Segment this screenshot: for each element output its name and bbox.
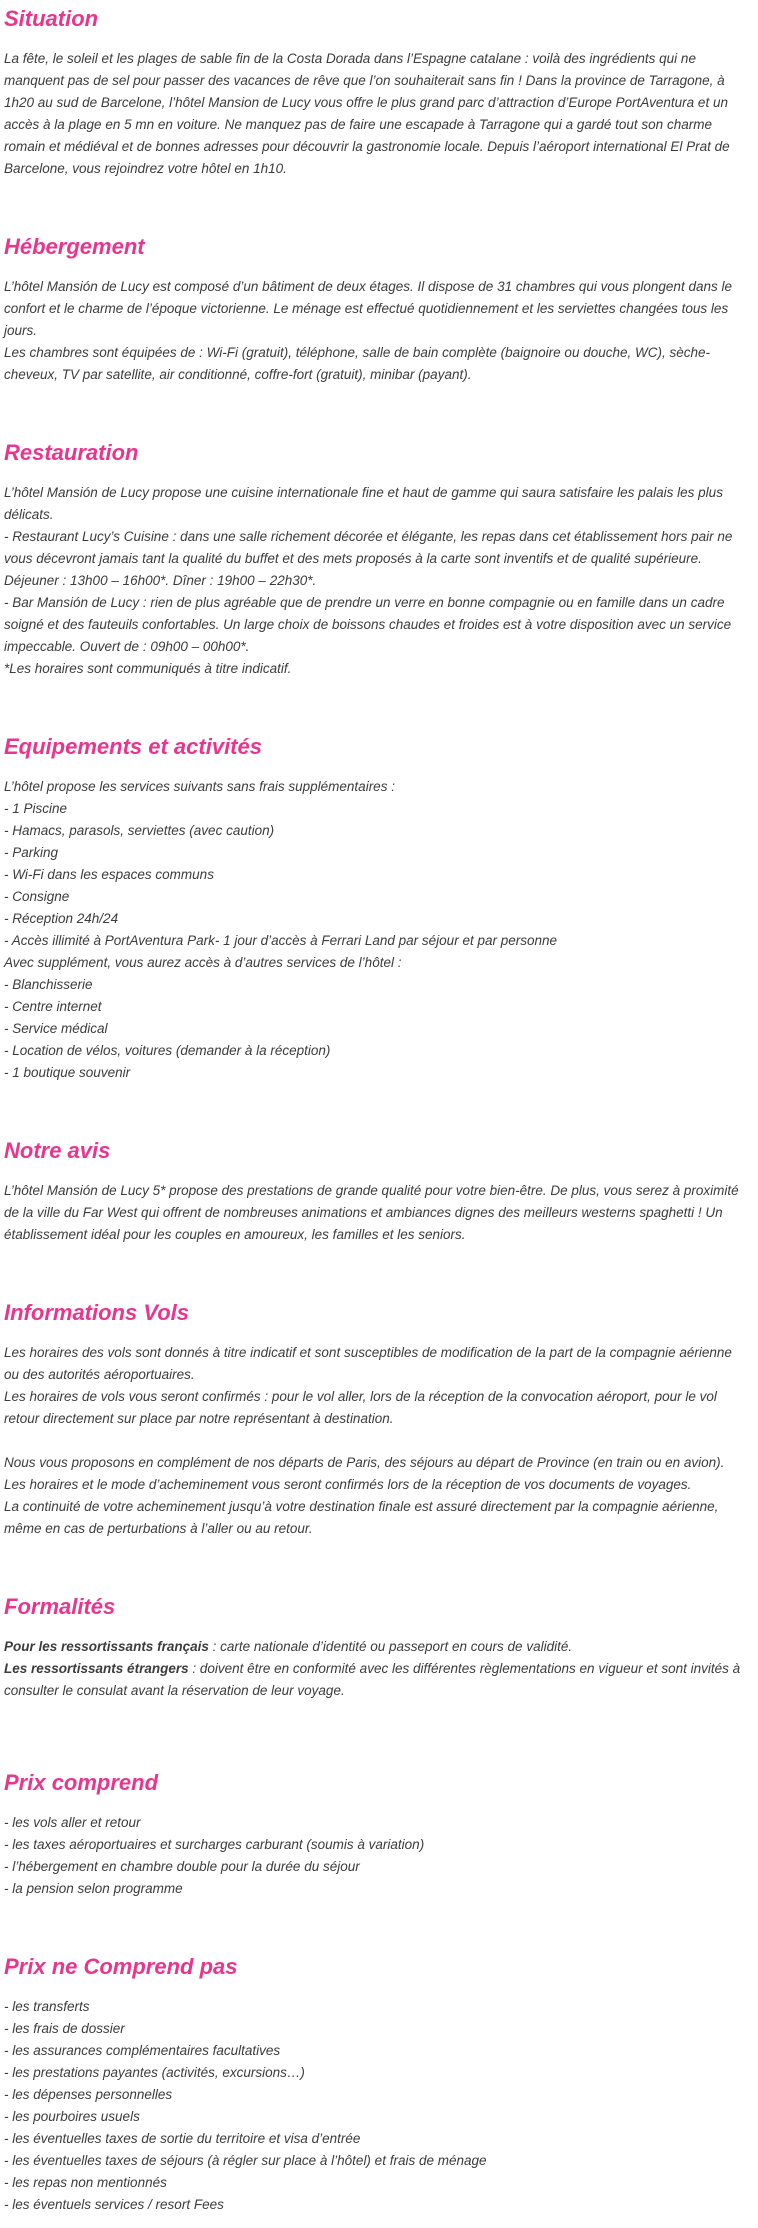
section-restauration [4, 440, 742, 680]
list-item: - les prestations payantes (activités, excursions…) [4, 2065, 305, 2080]
list-item: - la pension selon programme [4, 1881, 183, 1896]
list-item: - les frais de dossier [4, 2021, 125, 2036]
paragraph-text: : carte nationale d’identité ou passeport en cours de validité. [208, 1639, 573, 1654]
paragraph: Nous vous proposons en complément de nos départs de Paris, des séjours au départ de Province (en train ou en avion). Les horaires et le mode d’acheminement vous seront confirmés lors de la réception de vos documents de voyages. [4, 1455, 725, 1492]
list-item: - Réception 24h/24 [4, 911, 119, 926]
paragraph: Avec supplément, vous aurez accès à d’autres services de l’hôtel : [4, 955, 402, 970]
list-item: - les éventuelles taxes de séjours (à régler sur place à l’hôtel) et frais de ménage [4, 2153, 487, 2168]
paragraph: Les horaires de vols vous seront confirmés : pour le vol aller, lors de la réception de la convocation aéroport, pour le vol retour directement sur place par notre représentant à destination. [4, 1389, 717, 1426]
paragraph: Les horaires des vols sont donnés à titre indicatif et sont susceptibles de modification de la part de la compagnie aérienne ou des autorités aéroportuaires. [4, 1345, 732, 1382]
section-prix-ne-comprend-pas [4, 1954, 742, 2216]
list-item: - les dépenses personnelles [4, 2087, 173, 2102]
list-item: - 1 boutique souvenir [4, 1065, 131, 1080]
list-item: - Consigne [4, 889, 70, 904]
list-item: - les repas non mentionnés [4, 2175, 167, 2190]
list-item: - l’hébergement en chambre double pour la durée du séjour [4, 1859, 360, 1874]
list-item: - les transferts [4, 1999, 90, 2014]
section-heading: Hébergement [4, 234, 145, 259]
paragraph: L’hôtel Mansión de Lucy est composé d’un bâtiment de deux étages. Il dispose de 31 chambres qui vous plongent dans le confort et le charme de l’époque victorienne. Le ménage est effectué quotidiennement et les serviettes changées tous les jours. [4, 279, 732, 338]
bold-label: Les ressortissants étrangers [4, 1661, 189, 1676]
section-formalites [4, 1594, 742, 1702]
list-item: - Service médical [4, 1021, 108, 1036]
list-item: - Blanchisserie [4, 977, 93, 992]
footnote: *Les horaires sont communiqués à titre indicatif. [4, 661, 292, 676]
section-equipements [4, 734, 742, 1084]
paragraph: La fête, le soleil et les plages de sable fin de la Costa Dorada dans l’Espagne catalane : voilà des ingrédients qui ne manquent pas de sel pour passer des vacances de rêve que l’on souhaiterait sans fin ! Dans la province de Tarragone, à 1h20 au sud de Barcelone, l’hôtel Mansion de Lucy vous offre le plus grand parc d’attraction d’Europe PortAventura et un accès à la plage en 5 mn en voiture. Ne manquez pas de faire une escapade à Tarragone qui a gardé tout son charme romain et médiéval et de bonnes adresses pour découvrir la gastronomie locale. Depuis l’aéroport international El Prat de Barcelone, vous rejoindrez votre hôtel en 1h10. [4, 51, 730, 176]
list-item: - les assurances complémentaires facultatives [4, 2043, 281, 2058]
paragraph: La continuité de votre acheminement jusqu’à votre destination finale est assuré directement par la compagnie aérienne, même en cas de perturbations à l’aller ou au retour. [4, 1499, 719, 1536]
paragraph: L’hôtel propose les services suivants sans frais supplémentaires : [4, 779, 395, 794]
section-heading: Equipements et activités [4, 734, 262, 759]
paragraph: Les chambres sont équipées de : Wi-Fi (gratuit), téléphone, salle de bain complète (baignoire ou douche, WC), sèche-cheveux, TV par satellite, air conditionné, coffre-fort (gratuit), minibar (payant). [4, 345, 711, 382]
list-item: - les éventuels services / resort Fees [4, 2197, 224, 2212]
section-heading: Restauration [4, 440, 139, 465]
list-item: - les pourboires usuels [4, 2109, 140, 2124]
list-item: - les taxes aéroportuaires et surcharges carburant (soumis à variation) [4, 1837, 425, 1852]
section-heading: Formalités [4, 1594, 116, 1619]
section-situation [4, 6, 742, 180]
paragraph-text: : doivent être en conformité avec les différentes règlementations en vigueur et sont invités à consulter le consulat avant la réservation de leur voyage. [4, 1661, 741, 1698]
paragraph: L’hôtel Mansión de Lucy propose une cuisine internationale fine et haut de gamme qui saura satisfaire les palais les plus délicats. [4, 485, 723, 522]
section-prix-comprend [4, 1770, 742, 1900]
list-item: - Restaurant Lucy’s Cuisine : dans une salle richement décorée et élégante, les repas dans cet établissement hors pair ne vous décevront jamais tant la qualité du buffet et des mets proposés à la carte sont inventifs et de qualité supérieure. Déjeuner : 13h00 – 16h00*. Dîner : 19h00 – 22h30*. [4, 529, 733, 588]
list-item: - Wi-Fi dans les espaces communs [4, 867, 214, 882]
list-item: - 1 Piscine [4, 801, 68, 816]
list-item: - Hamacs, parasols, serviettes (avec caution) [4, 823, 275, 838]
list-item: - Bar Mansión de Lucy : rien de plus agréable que de prendre un verre en bonne compagnie ou en famille dans un cadre soigné et des fauteuils confortables. Un large choix de boissons chaudes et froides est à votre disposition avec un service impeccable. Ouvert de : 09h00 – 00h00*. [4, 595, 732, 654]
section-notre-avis [4, 1138, 742, 1246]
section-heading: Informations Vols [4, 1300, 189, 1325]
section-heading: Situation [4, 6, 99, 31]
section-informations-vols [4, 1300, 742, 1540]
section-heading: Notre avis [4, 1138, 111, 1163]
paragraph [4, 1658, 742, 1702]
section-heading: Prix ne Comprend pas [4, 1954, 238, 1979]
list-item: - Centre internet [4, 999, 102, 1014]
section-hebergement [4, 234, 742, 386]
paragraph: L’hôtel Mansión de Lucy 5* propose des prestations de grande qualité pour votre bien-être. De plus, vous serez à proximité de la ville du Far West qui offrent de nombreuses animations et ambiances dignes des meilleurs westerns spaghetti ! Un établissement idéal pour les couples en amoureux, les familles et les seniors. [4, 1183, 739, 1242]
section-heading: Prix comprend [4, 1770, 159, 1795]
paragraph [4, 1636, 742, 1658]
spacer [4, 1430, 742, 1452]
list-item: - Parking [4, 845, 59, 860]
list-item: - Accès illimité à PortAventura Park- 1 jour d’accès à Ferrari Land par séjour et par personne [4, 933, 558, 948]
list-item: - Location de vélos, voitures (demander à la réception) [4, 1043, 331, 1058]
list-item: - les éventuelles taxes de sortie du territoire et visa d’entrée [4, 2131, 361, 2146]
list-item: - les vols aller et retour [4, 1815, 141, 1830]
bold-label: Pour les ressortissants français [4, 1639, 209, 1654]
